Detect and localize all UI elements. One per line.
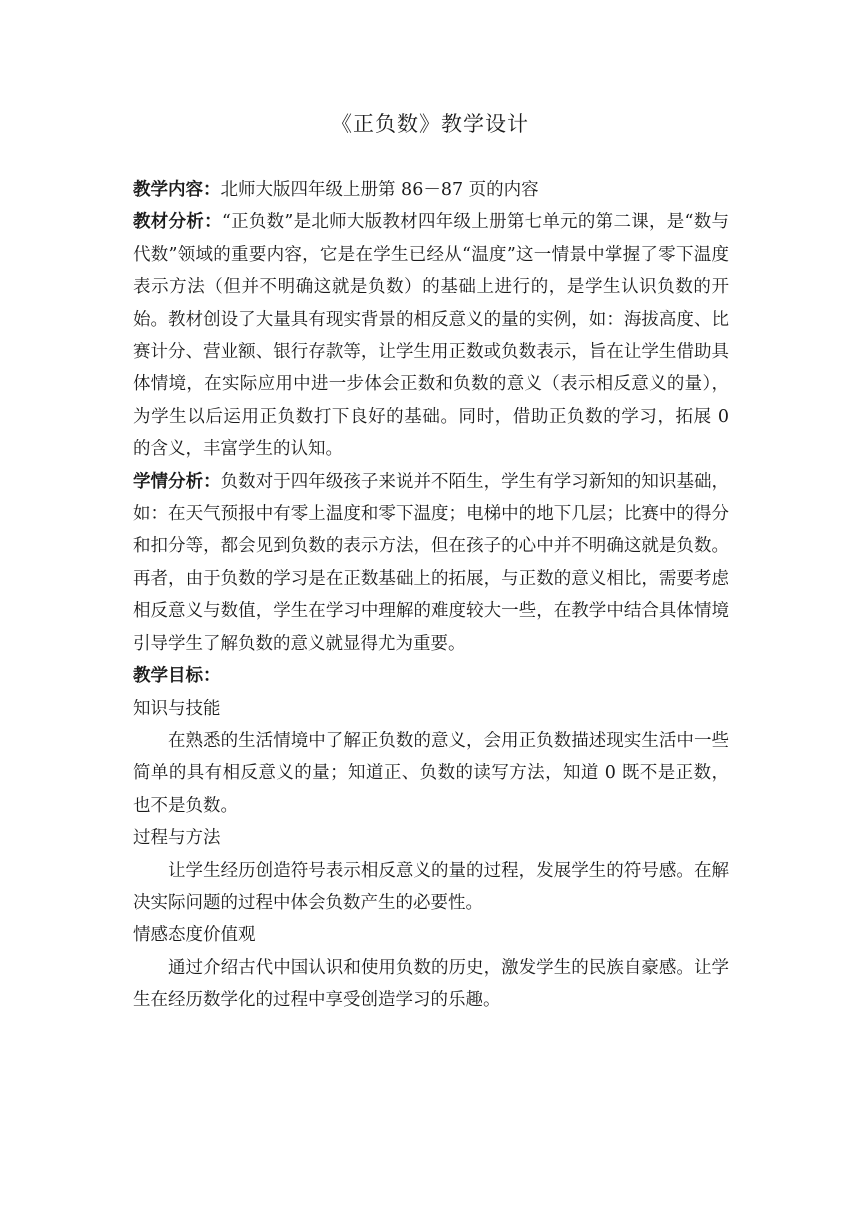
student-analysis-paragraph <box>133 466 729 660</box>
teaching-goals-label: 教学目标： <box>133 666 221 687</box>
knowledge-skills-text: 在熟悉的生活情境中了解正负数的意义，会用正负数描述现实生活中一些简单的具有相反意义的量；知道正、负数的读写方法，知道 0 既不是正数，也不是负数。 <box>133 730 729 816</box>
teaching-content-paragraph <box>133 174 729 206</box>
knowledge-skills-heading: 知识与技能 <box>133 698 221 719</box>
emotion-values-heading: 情感态度价值观 <box>133 925 256 946</box>
student-analysis-label: 学情分析： <box>133 471 221 492</box>
document-title: 《正负数》教学设计 <box>331 112 529 136</box>
emotion-values-text: 通过介绍古代中国认识和使用负数的历史，激发学生的民族自豪感。让学生在经历数学化的过程中享受创造学习的乐趣。 <box>133 957 729 1011</box>
material-analysis-text: “正负数”是北师大版教材四年级上册第七单元的第二课，是“数与代数”领域的重要内容，它是在学生已经从“温度”这一情景中掌握了零下温度表示方法（但并不明确这就是负数）的基础上进行的，是学生认识负数的开始。教材创设了大量具有现实背景的相反意义的量的实例，如：海拔高度、比赛计分、营业额、银行存款等，让学生用正数或负数表示，旨在让学生借助具体情境，在实际应用中进一步体会正数和负数的意义（表示相反意义的量），为学生以后运用正负数打下良好的基础。同时，借助正负数的学习，拓展 0 的含义，丰富学生的认知。 <box>133 212 730 460</box>
teaching-content-label: 教学内容： <box>133 180 221 200</box>
material-analysis-label: 教材分析： <box>133 212 222 233</box>
process-method-heading: 过程与方法 <box>133 828 221 849</box>
document-body <box>133 174 729 1017</box>
material-analysis-paragraph <box>133 206 729 465</box>
student-analysis-text: 负数对于四年级孩子来说并不陌生，学生有学习新知的知识基础，如：在天气预报中有零上温度和零下温度；电梯中的地下几层；比赛中的得分和扣分等，都会见到负数的表示方法，但在孩子的心中并不明确这就是负数。再者，由于负数的学习是在正数基础上的拓展，与正数的意义相比，需要考虑相反意义与数值，学生在学习中理解的难度较大一些，在教学中结合具体情境引导学生了解负数的意义就显得尤为重要。 <box>133 471 730 654</box>
teaching-content-text: 北师大版四年级上册第 86－87 页的内容 <box>220 180 539 200</box>
process-method-text: 让学生经历创造符号表示相反意义的量的过程，发展学生的符号感。在解决实际问题的过程中体会负数产生的必要性。 <box>133 860 729 913</box>
